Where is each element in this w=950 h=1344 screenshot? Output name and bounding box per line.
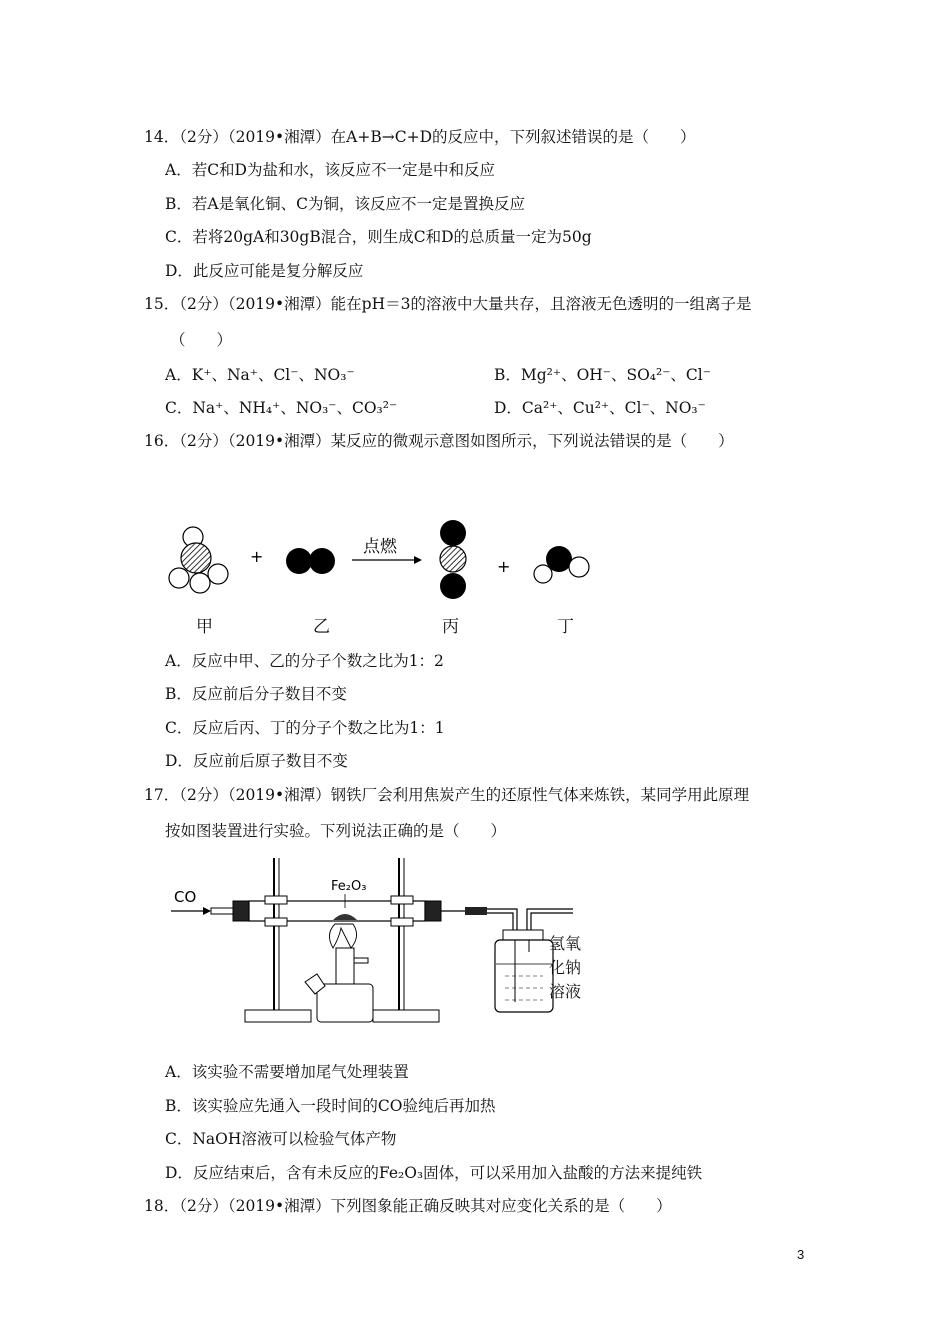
bottle-label-1: 氢氧 [549, 934, 582, 953]
q14-option-b: B．若A是氧化铜、C为铜，该反应不一定是置换反应 [165, 195, 525, 213]
q14-option-a: A．若C和D为盐和水，该反应不一定是中和反应 [165, 161, 495, 179]
reaction-arrow [352, 556, 422, 564]
q18-stem: 18．（2分）（2019•湘潭）下列图象能正确反映其对应变化关系的是（ ） [144, 1197, 672, 1215]
q14-option-c: C．若将20gA和30gB混合，则生成C和D的总质量一定为50g [165, 228, 592, 246]
q17-stem-line2: 按如图装置进行实验。下列说法正确的是（ ） [165, 822, 507, 840]
q16-option-c: C．反应后丙、丁的分子个数之比为1：1 [165, 719, 445, 737]
q16-stem: 16．（2分）（2019•湘潭）某反应的微观示意图如图所示，下列说法错误的是（ ） [144, 432, 734, 450]
q15-stem: 15．（2分）（2019•湘潭）能在pH＝3的溶液中大量共存，且溶液无色透明的一组离子是 [144, 295, 752, 313]
q17-stem: 17．（2分）（2019•湘潭）钢铁厂会利用焦炭产生的还原性气体来炼铁，某同学用此原理 [144, 786, 750, 804]
co-inlet-arrow [171, 907, 211, 915]
label-bing: 丙 [442, 617, 459, 637]
plus-sign-2: + [497, 557, 511, 576]
q15-option-c: C．Na⁺、NH₄⁺、NO₃⁻、CO₃²⁻ [165, 399, 398, 417]
iron-stand-left [245, 858, 311, 1022]
naoh-wash-bottle [495, 930, 553, 1012]
q14-option-d: D．此反应可能是复分解反应 [165, 262, 364, 280]
reaction-micro-diagram [160, 510, 610, 610]
q14-stem: 14．（2分）（2019•湘潭）在A+B→C+D的反应中，下列叙述错误的是（ ） [144, 128, 696, 146]
q15-option-d: D．Ca²⁺、Cu²⁺、Cl⁻、NO₃⁻ [494, 399, 706, 417]
molecule-ding [534, 546, 589, 583]
label-ding: 丁 [557, 617, 574, 637]
fe2o3-label: Fe₂O₃ [331, 879, 367, 894]
q15-option-a: A．K⁺、Na⁺、Cl⁻、NO₃⁻ [165, 366, 355, 384]
q17-option-d: D．反应结束后，含有未反应的Fe₂O₃固体，可以采用加入盐酸的方法来提纯铁 [165, 1164, 703, 1182]
alcohol-burner [305, 924, 373, 1022]
q16-option-a: A．反应中甲、乙的分子个数之比为1：2 [165, 652, 444, 670]
plus-sign-1: + [250, 547, 264, 566]
page-number: 3 [797, 1247, 805, 1262]
reaction-condition: 点燃 [363, 537, 397, 557]
molecule-jia [169, 527, 228, 593]
co-label: CO [174, 888, 197, 906]
q15-option-b: B．Mg²⁺、OH⁻、SO₄²⁻、Cl⁻ [494, 366, 711, 384]
q17-option-c: C．NaOH溶液可以检验气体产物 [165, 1130, 397, 1148]
bottle-label-2: 化钠 [549, 958, 582, 977]
molecule-yi [286, 548, 335, 574]
q15-stem-bracket: （ ） [170, 331, 233, 349]
q17-option-b: B．该实验应先通入一段时间的CO验纯后再加热 [165, 1097, 496, 1115]
q17-option-a: A．该实验不需要增加尾气处理装置 [165, 1063, 409, 1081]
co-reduction-apparatus [165, 852, 610, 1027]
label-yi: 乙 [313, 617, 330, 637]
bottle-label-3: 溶液 [549, 982, 582, 1001]
label-jia: 甲 [196, 617, 213, 637]
q16-option-b: B．反应前后分子数目不变 [165, 685, 347, 703]
q16-option-d: D．反应前后原子数目不变 [165, 752, 348, 770]
molecule-bing [440, 520, 466, 599]
iron-stand-right [373, 858, 439, 1022]
